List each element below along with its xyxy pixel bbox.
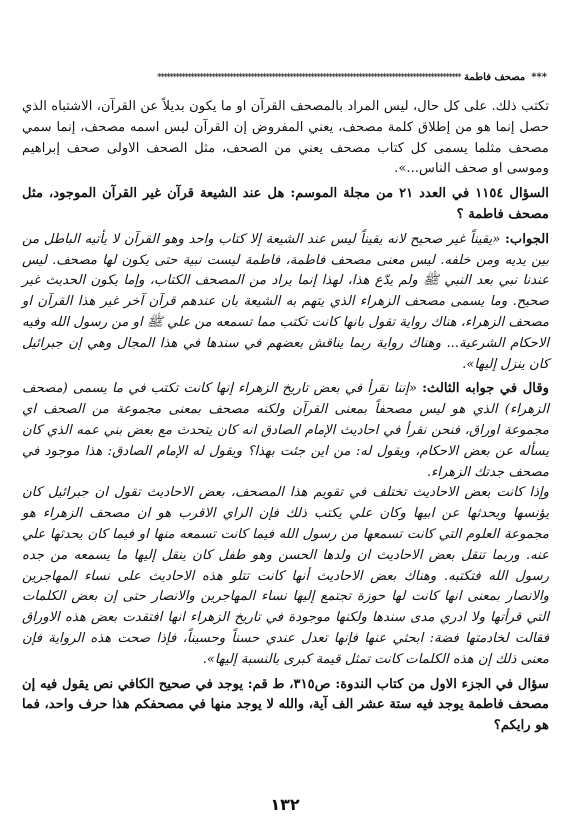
paragraph-1-text: تكتب ذلك. على كل حال، ليس المراد بالمصحف القرآن او ما يكون بديلاً عن القرآن، الاشتباه الذي حصل إنما هو من إطلاق كلمة مصحف، يعني المفروض إن القرآن ليس اسمه مصحف، إنما سمي مصحف مثلما يسمى كل كتاب مصحف يعني من الصحف، مثل الصحف الاولى صحف إبراهيم وموسى او صحف الناس...».: [22, 99, 549, 177]
answer-lead: الجواب:: [505, 231, 549, 247]
answer-1154: [22, 230, 549, 376]
answer-text: «يقيناً غير صحيح لانه يقيناً ليس عند الشيعة إلا كتاب واحد وهو القرآن لا يأتيه الباطل من بين يديه ومن خلفه. ليس معنى مصحف فاطمة، فاطمة ليست نبية حتى يكون لها مصحف. ليس عندنا نبي بعد النبي ﷺ ولم يدّع هذا، لهذا إنما يراد من المصحف الكتاب، وإما يكون الحديث غير صحيح. وما يسمى مصحف الزهراء الذي يتهم به الشيعة بان عندهم قرآن آخر غير هذا القرآن او مصحف الزهراء، هناك رواية تقول بانها كانت تكتب مما تسمعه من علي ﷺ او من رسول الله وفيه الاحكام الشرعية... وهناك رواية ربما يناقش بعضهم في سندها في هذا المجال وهي إن جبرائيل كان ينزل إليها».: [22, 231, 549, 372]
third-answer-lead: وقال في جوابه الثالث:: [422, 381, 549, 397]
paragraph-1: [22, 97, 549, 180]
header-rule: *****************************************************************************************************: [157, 73, 461, 83]
paragraph-hadith-text: وإذا كانت بعض الاحاديث تختلف في تقويم هذا المصحف، بعض الاحاديث تقول ان جبرائيل كان يؤنسها ويحدثها عن ابيها وكان علي يكتب ذلك فإن الراي الاقرب هو ان مصحف الزهراء هو مجموعة العلوم التي كانت تسمعها من رسول الله فيما كانت تسمعه منها او فيما كان يحدثها علي عنه. وربما تنقل بعض الاحاديث ان ولدها الحسن وهو طفل كان ينقل إليها ما يسمعه من جده رسول الله فتكتبه. وهناك بعض الاحاديث أنها كانت تتلو هذه الاحاديث على نساء المهاجرين والانصار بمعنى انها كانت لها حوزة تجتمع إليها نساء المهاجرين والانصار حتى إن بعض الكلمات التي قرأتها ولا ادري مدى سندها ولكنها موجودة في تاريخ الزهراء انها افتقدت بعض هذه الاوراق فقالت لخادمتها فضة: ابحثي عنها فإنها تعدل عندي حسناً وحسيناً، فإذا صحت هذه الرواية فإن معنى ذلك إن هذه الكلمات كانت تمثل قيمة كبرى بالنسبة إليها».: [22, 485, 549, 667]
header-title: مصحف فاطمة: [464, 72, 526, 83]
page-number: ١٣٢: [270, 795, 300, 814]
paragraph-hadith: [22, 483, 549, 670]
header-marker: ***: [531, 72, 547, 83]
page-body: [22, 97, 549, 737]
question-1154: [22, 184, 549, 226]
running-header: [22, 72, 547, 88]
third-answer-text: «إننا نقرأ في بعض تاريخ الزهراء إنها كانت تكتب في ما يسمى (مصحف الزهراء) الذي هو ليس مصحفاً بمعنى القرآن ولكنه مصحف بمعنى مجموعة من الصحف اي مجموعة اوراق، فنحن نقرأ في احاديث الإمام الصادق انه كان يتحدث مع بعض بني عمه الذي كان يسأله عن بعض الاحكام، ويقول له: من اين جئت بهذا؟ ويقول له الإمام الصادق: هذا موجود في مصحف جدتك الزهراء.: [22, 381, 549, 480]
question-nadwa: [22, 675, 549, 737]
question-1154-text: السؤال ١١٥٤ في العدد ٢١ من مجلة الموسم: هل عند الشيعة قرآن غير القرآن الموجود، مثل مصحف فاطمة ؟: [22, 186, 549, 222]
third-answer: [22, 379, 549, 483]
question-nadwa-text: سؤال في الجزء الاول من كتاب الندوة: ص٣١٥، ط قم: يوجد في صحيح الكافي نص يقول فيه إن مصحف فاطمة يوجد فيه ستة عشر الف آية، والله لا يوجد منها في مصحفكم هذا حرف واحد، فما هو رايكم؟: [22, 676, 549, 734]
